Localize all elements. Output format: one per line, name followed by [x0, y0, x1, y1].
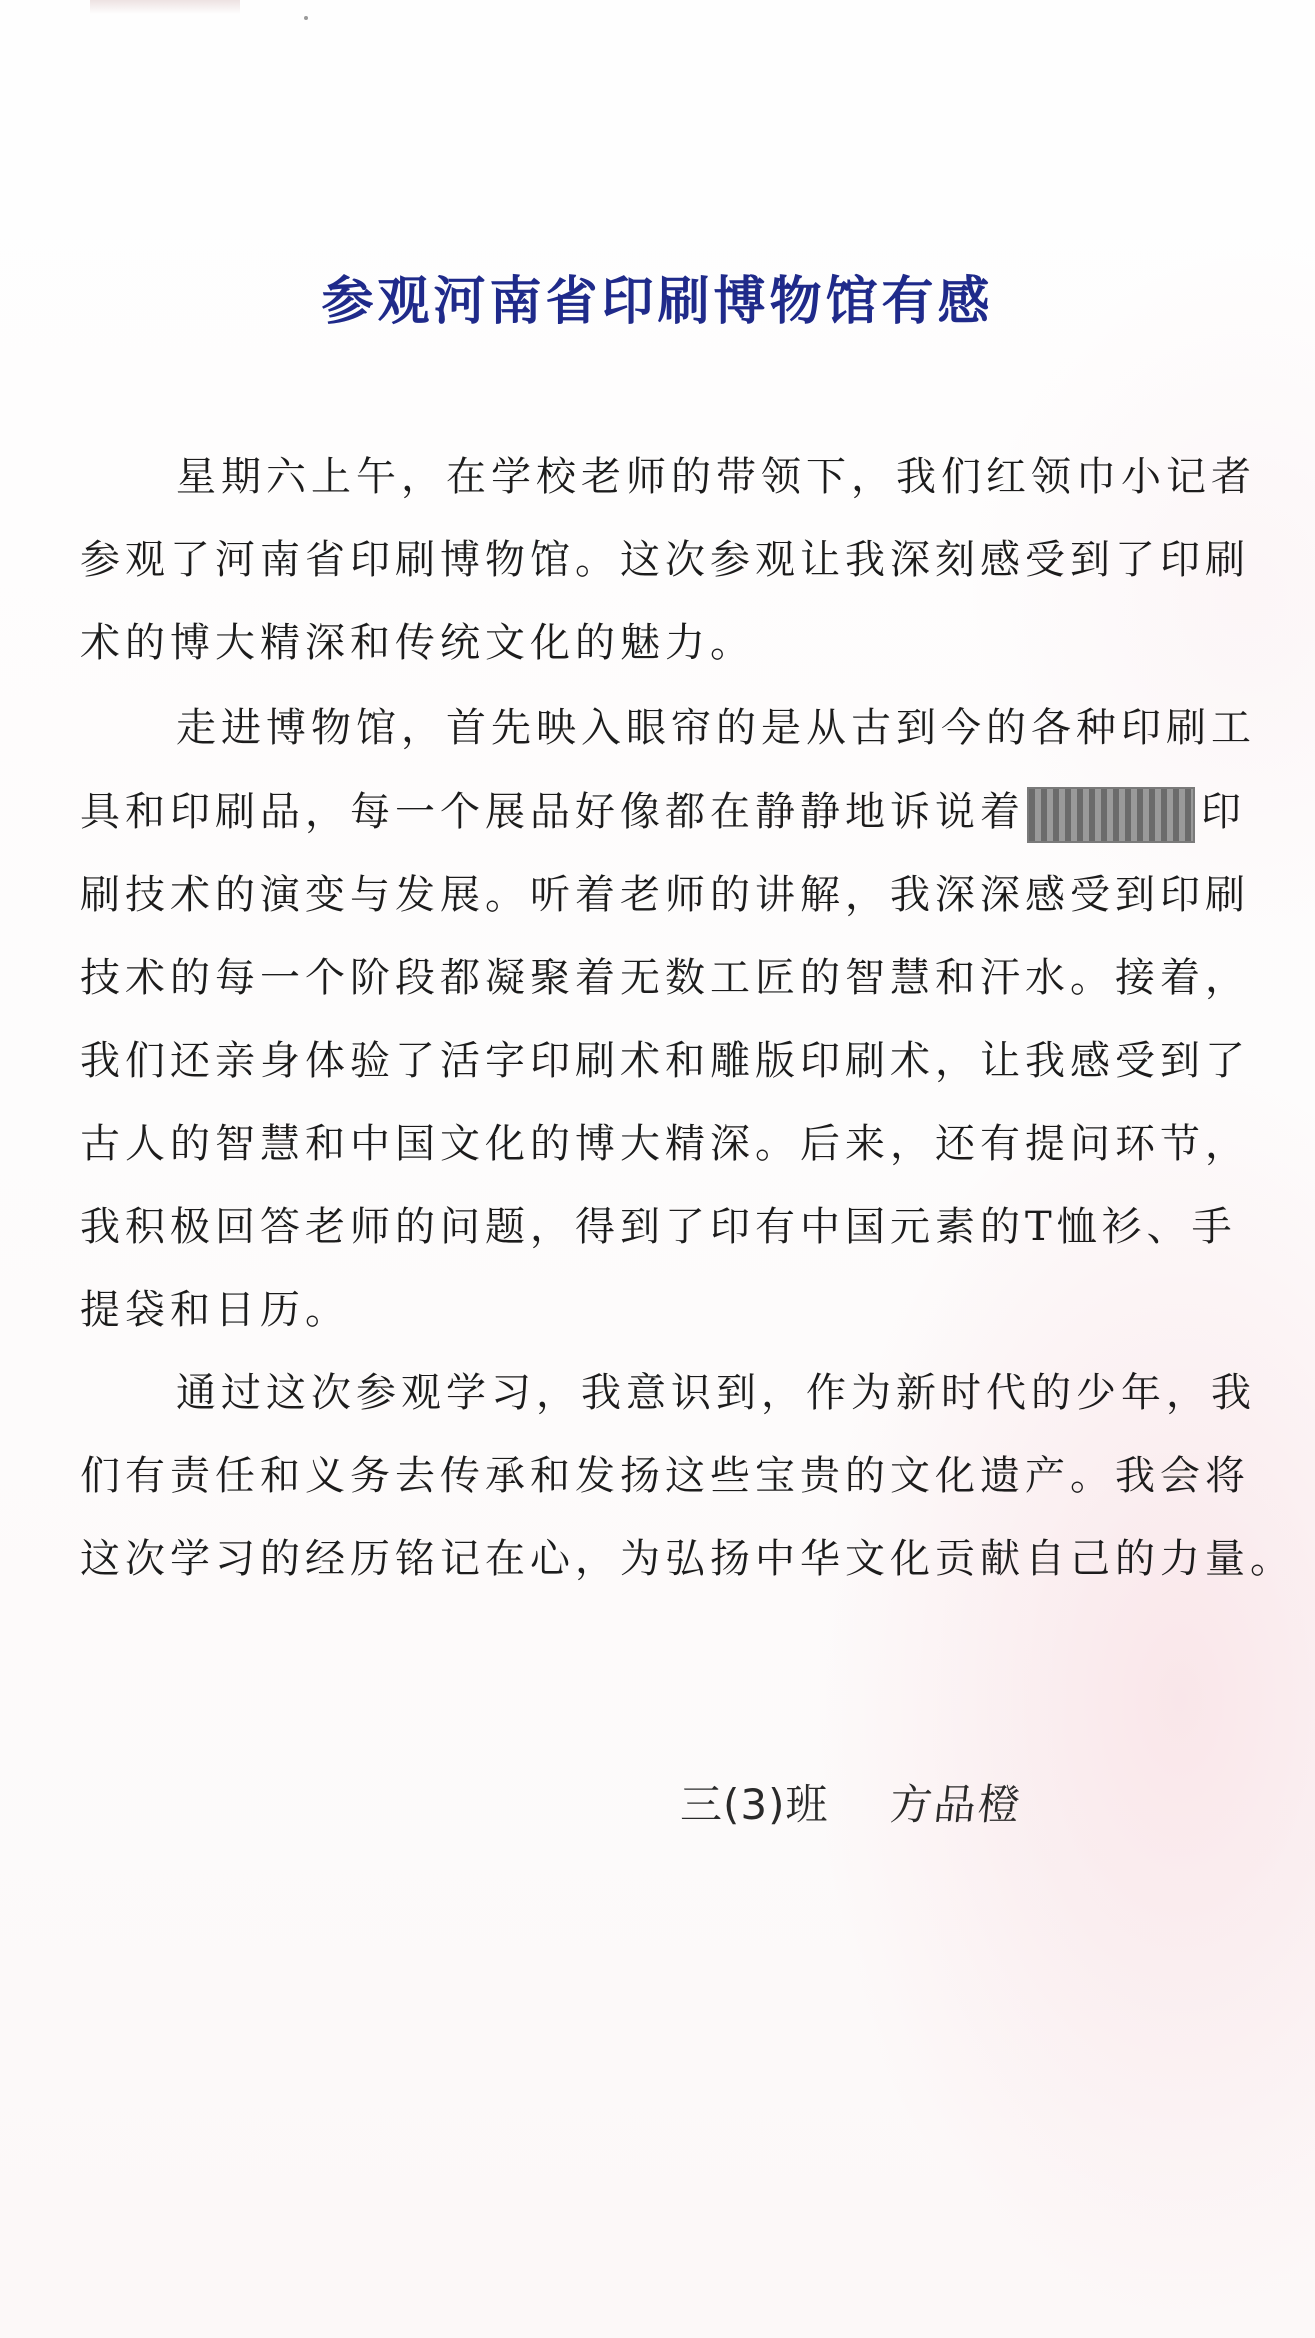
essay-title: 参观河南省印刷博物馆有感: [321, 271, 994, 332]
paragraph-2-line-5: 我们还亲身体验了活字印刷术和雕版印刷术，让我感受到了: [80, 1038, 1250, 1084]
paragraph-2-line-6: 古人的智慧和中国文化的博大精深。后来，还有提问环节，: [80, 1121, 1250, 1167]
signature-class: 三(3)班: [680, 1780, 829, 1829]
redacted-image-block: [1027, 787, 1195, 843]
ink-dot: [304, 16, 308, 20]
paragraph-1-line-3: 术的博大精深和传统文化的魅力。: [80, 620, 755, 666]
paragraph-2-line-8: 提袋和日历。: [80, 1287, 350, 1333]
paragraph-1-line-1: 星期六上午，在学校老师的带领下，我们红领巾小记者: [176, 454, 1256, 500]
paragraph-2-line-7: 我积极回答老师的问题，得到了印有中国元素的T恤衫、手: [80, 1204, 1237, 1250]
paragraph-2-line-3: 刷技术的演变与发展。听着老师的讲解，我深深感受到印刷: [80, 872, 1250, 918]
paragraph-2-line-2-tail: 印: [1201, 789, 1246, 835]
paragraph-3-line-2: 们有责任和义务去传承和发扬这些宝贵的文化遗产。我会将: [80, 1453, 1250, 1499]
paragraph-2-line-2: [80, 767, 1246, 857]
paragraph-3-line-3: 这次学习的经历铭记在心，为弘扬中华文化贡献自己的力量。: [80, 1536, 1295, 1582]
paragraph-2-line-2-text: 具和印刷品，每一个展品好像都在静静地诉说着: [80, 789, 1025, 835]
paragraph-3-line-1: 通过这次参观学习，我意识到，作为新时代的少年，我: [176, 1370, 1256, 1416]
paragraph-2-line-1: 走进博物馆，首先映入眼帘的是从古到今的各种印刷工: [176, 705, 1256, 751]
handwritten-signature: [680, 1770, 1080, 1840]
paragraph-2-line-4: 技术的每一个阶段都凝聚着无数工匠的智慧和汗水。接着，: [80, 955, 1250, 1001]
corner-stain: [90, 0, 240, 14]
signature-author: 方品橙: [887, 1780, 1025, 1829]
paragraph-1-line-2: 参观了河南省印刷博物馆。这次参观让我深刻感受到了印刷: [80, 537, 1250, 583]
